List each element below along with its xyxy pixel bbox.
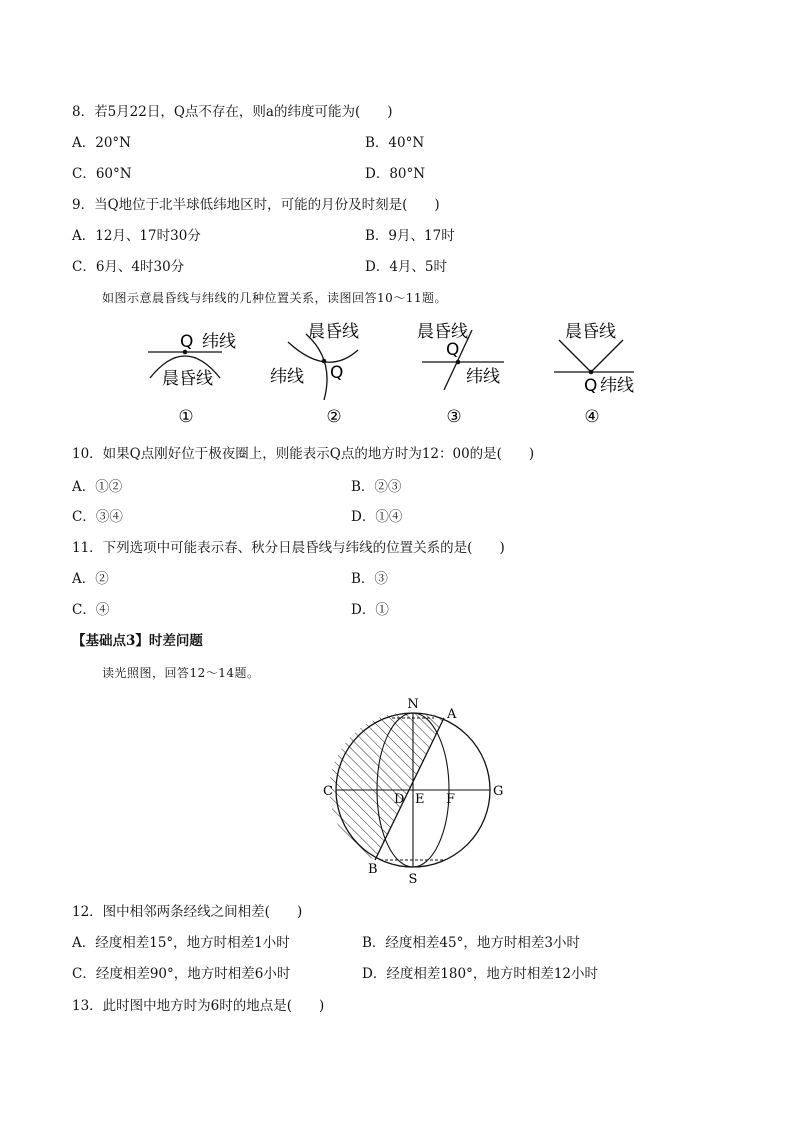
q9-option-d: D．4月、5时 bbox=[365, 259, 448, 275]
q12-stem: 12．图中相邻两条经线之间相差( ) bbox=[72, 904, 303, 920]
label-f: F bbox=[446, 792, 456, 807]
section-heading: 【基础点3】时差问题 bbox=[72, 633, 203, 649]
q11-option-c: C．④ bbox=[72, 602, 110, 618]
diagram-1-number: ① bbox=[178, 407, 194, 427]
diagram-3-q-point bbox=[456, 360, 461, 365]
q12-option-a: A．经度相差15°，地方时相差1小时 bbox=[72, 935, 290, 951]
q8-option-b: B．40°N bbox=[365, 135, 425, 151]
diagram-1 bbox=[148, 332, 236, 427]
intro-10-11: 如图示意晨昏线与纬线的几种位置关系，读图回答10～11题。 bbox=[102, 291, 448, 305]
diagram-2-terminator bbox=[306, 334, 327, 400]
diagram-4-latitude-label: 纬线 bbox=[600, 376, 634, 396]
q9-stem: 9．当Q地位于北半球低纬地区时，可能的月份及时刻是( ) bbox=[72, 197, 440, 213]
terminator-latitude-figure bbox=[130, 318, 670, 430]
q10-option-d: D．①④ bbox=[351, 509, 403, 525]
label-c: C bbox=[323, 784, 333, 799]
q10-option-b: B．②③ bbox=[351, 479, 402, 495]
diagram-4-terminator-left bbox=[559, 340, 591, 372]
diagram-4-terminator-label: 晨昏线 bbox=[565, 322, 616, 342]
q8-stem: 8．若5月22日，Q点不存在，则a的纬度可能为( ) bbox=[72, 104, 393, 120]
night-area bbox=[329, 713, 444, 860]
diagram-3-number: ③ bbox=[446, 407, 462, 427]
q9-option-b: B．9月、17时 bbox=[365, 228, 455, 244]
diagram-2 bbox=[270, 322, 359, 427]
diagram-1-q-label: Q bbox=[180, 332, 194, 352]
q11-option-d: D．① bbox=[351, 602, 389, 618]
diagram-2-latitude-label: 纬线 bbox=[270, 367, 304, 387]
q9-option-c: C．6月、4时30分 bbox=[72, 259, 185, 275]
diagram-3-latitude-label: 纬线 bbox=[466, 367, 500, 387]
label-s: S bbox=[408, 872, 418, 887]
q12-option-c: C．经度相差90°，地方时相差6小时 bbox=[72, 966, 291, 982]
label-b: B bbox=[368, 862, 378, 877]
q8-option-c: C．60°N bbox=[72, 166, 132, 182]
q11-stem: 11．下列选项中可能表示春、秋分日晨昏线与纬线的位置关系的是( ) bbox=[72, 540, 505, 556]
diagram-4-q-label: Q bbox=[584, 376, 598, 396]
diagram-4-q-point bbox=[589, 370, 594, 375]
q12-option-b: B．经度相差45°，地方时相差3小时 bbox=[362, 935, 580, 951]
q12-option-d: D．经度相差180°，地方时相差12小时 bbox=[362, 966, 599, 982]
diagram-3 bbox=[417, 322, 504, 427]
q10-stem: 10．如果Q点刚好位于极夜圈上，则能表示Q点的地方时为12：00的是( ) bbox=[72, 446, 535, 462]
q8-option-a: A．20°N bbox=[72, 135, 131, 151]
label-n: N bbox=[407, 697, 419, 712]
diagram-3-q-label: Q bbox=[446, 340, 460, 360]
label-d: D bbox=[394, 792, 405, 807]
diagram-2-terminator-label: 晨昏线 bbox=[308, 322, 359, 342]
q9-option-a: A．12月、17时30分 bbox=[72, 228, 201, 244]
q13-stem: 13．此时图中地方时为6时的地点是( ) bbox=[72, 998, 325, 1014]
q10-option-a: A．①② bbox=[72, 479, 123, 495]
diagram-2-q-label: Q bbox=[330, 363, 344, 383]
intro-12-14: 读光照图，回答12～14题。 bbox=[102, 666, 260, 680]
q11-option-b: B．③ bbox=[351, 571, 388, 587]
illumination-globe-figure bbox=[310, 688, 510, 888]
diagram-4 bbox=[554, 322, 634, 427]
diagram-4-terminator-right bbox=[591, 340, 623, 372]
diagram-2-number: ② bbox=[326, 407, 342, 427]
diagram-2-q-point bbox=[322, 359, 327, 364]
label-e: E bbox=[415, 792, 425, 807]
label-g: G bbox=[493, 784, 504, 799]
diagram-1-terminator-label: 晨昏线 bbox=[162, 369, 213, 389]
diagram-1-latitude-label: 纬线 bbox=[202, 332, 236, 352]
diagram-4-number: ④ bbox=[584, 407, 600, 427]
q10-option-c: C．③④ bbox=[72, 509, 123, 525]
q11-option-a: A．② bbox=[72, 571, 109, 587]
q8-option-d: D．80°N bbox=[365, 166, 426, 182]
label-a: A bbox=[447, 707, 457, 722]
diagram-3-terminator-label: 晨昏线 bbox=[417, 322, 468, 342]
